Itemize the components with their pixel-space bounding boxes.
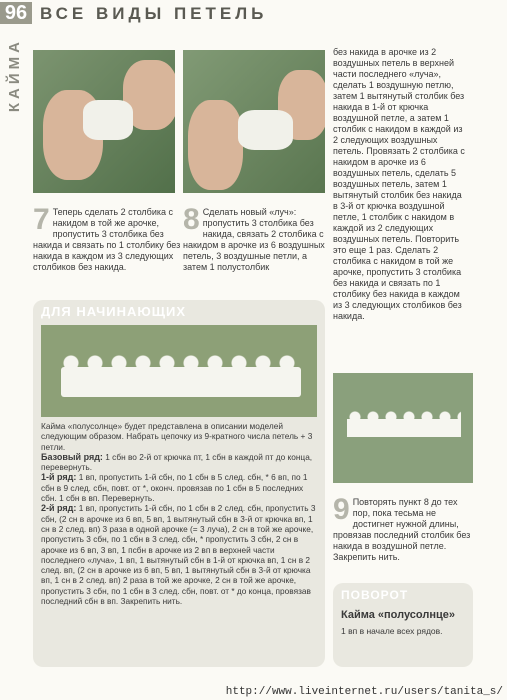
turn-name: Кайма «полусолнце» (341, 609, 455, 621)
side-label: КАЙМА (6, 38, 23, 113)
row2-text: 1 вп, пропустить 1-й сбн, по 1 сбн в 2 след. сбн, пропустить 3 сбн, (2 сн в арочке из 6 вп, 5 вп, 1 вытянутый сбн в 3-й от крючка вп, 1 сн в 2 след. вп) 3 раза в одной арочке (= 3 луча), 2 сн в той же арочке, пропустить 3 сбн, по 1 сбн в 3 след. сбн, * пропустить 3 сбн, 2 сн в арочке из 6 вп, 3 вп, 1 псбн в арочке из 2 вп в верхней части последнего «луча», 1 вп, 1 вытянутый сбн в 1-й от крючка вп, 1 сн в 2 след. вп, (2 сн в арочке из 6 вп, 5 вп, 1 вытянутый сбн в 3-й от крючка вп, 1 сн в 2 след. вп) 2 раза в той же арочке, 2 сн в той же арочке, пропустить 3 сбн, по 1 сбн в 3 след. сбн, повт. от * до конца, провязав последний сбн в вп. Закрепить нить. (41, 503, 316, 607)
footer-url[interactable]: http://www.liveinternet.ru/users/tanita_s/ (225, 686, 503, 698)
photo-step-7 (33, 50, 175, 193)
page-title: ВСЕ ВИДЫ ПЕТЕЛЬ (40, 4, 268, 23)
base-row-text: 1 сбн во 2-й от крючка пт, 1 сбн в каждой пт до конца, перевернуть. (41, 451, 313, 473)
beginners-box (33, 300, 325, 667)
page-number: 96 (0, 2, 32, 24)
beginners-heading: ДЛЯ НАЧИНАЮЩИХ (41, 304, 187, 319)
photo-step-8 (183, 50, 325, 193)
row1-label: 1-й ряд: (41, 472, 77, 483)
step-text: Повторять пункт 8 до тех пор, пока тесьма не достигнет нужной длины, провязав последний столбик без накида в воздушной петле. Закрепить нить. (333, 497, 471, 562)
step-number: 7 (33, 203, 50, 236)
row2-label: 2-й ряд: (41, 503, 77, 514)
row1-text: 1 вп, пропустить 1-й сбн, по 1 сбн в 5 след. сбн, * 6 вп, по 1 сбн в 9 след. сбн, повт. от *, оконч. провязав по 1 сбн в 5 последних сбн. 1 сбн в вп. Перевернуть. (41, 472, 308, 504)
lace-finished-photo (333, 373, 473, 483)
step-8 (183, 203, 325, 273)
turn-heading: ПОВОРОТ (341, 588, 409, 602)
step-9 (333, 493, 473, 563)
base-row-label: Базовый ряд: (41, 451, 103, 462)
step-text: Сделать новый «луч»: пропустить 3 столбика без накида, связать 2 столбика с накидом в арочке из 6 воздушных петель, 3 воздушные петли, а затем 1 полустолбик (183, 207, 325, 272)
step-number: 9 (333, 493, 350, 526)
step-number: 8 (183, 203, 200, 236)
right-column-text: без накида в арочке из 2 воздушных петель в верхней части последнего «луча», сделать 1 воздушную петлю, затем 1 вытянутый столбик без накида в 1-й от крючка воздушной петле, а затем 1 столбик с накидом в каждой из 2 следующих воздушных петель. Провязать 2 столбика с накидом в арочке из 6 воздушных петель, сделать 5 воздушных петель, затем 1 вытянутый столбик без накида в 3-й от крючка воздушной петле, 1 столбик с накидом в каждой из 2 следующих воздушных петель. Повторить это еще 1 раз. Сделать 2 столбика с накидом в той же арочке, пропустить 3 столбика без накида и связать по 1 столбику без накида в каждом из 3 следующих столбиков без накида. (333, 47, 465, 321)
beginners-text (41, 421, 319, 606)
turn-text: 1 вп в начале всех рядов. (341, 626, 443, 636)
turn-box (333, 583, 473, 667)
step-text: Теперь сделать 2 столбика с накидом в той же арочке, пропустить 3 столбика без накида и связать по 1 столбику без накида в каждом из 3 следующих столбиков без накида. (33, 207, 181, 272)
intro: Кайма «полусолнце» будет представлена в описании моделей следующим образом. Набрать цепочку из 9-кратного числа петель + 3 петли. (41, 421, 313, 452)
lace-photo (41, 325, 317, 417)
step-7 (33, 203, 181, 273)
